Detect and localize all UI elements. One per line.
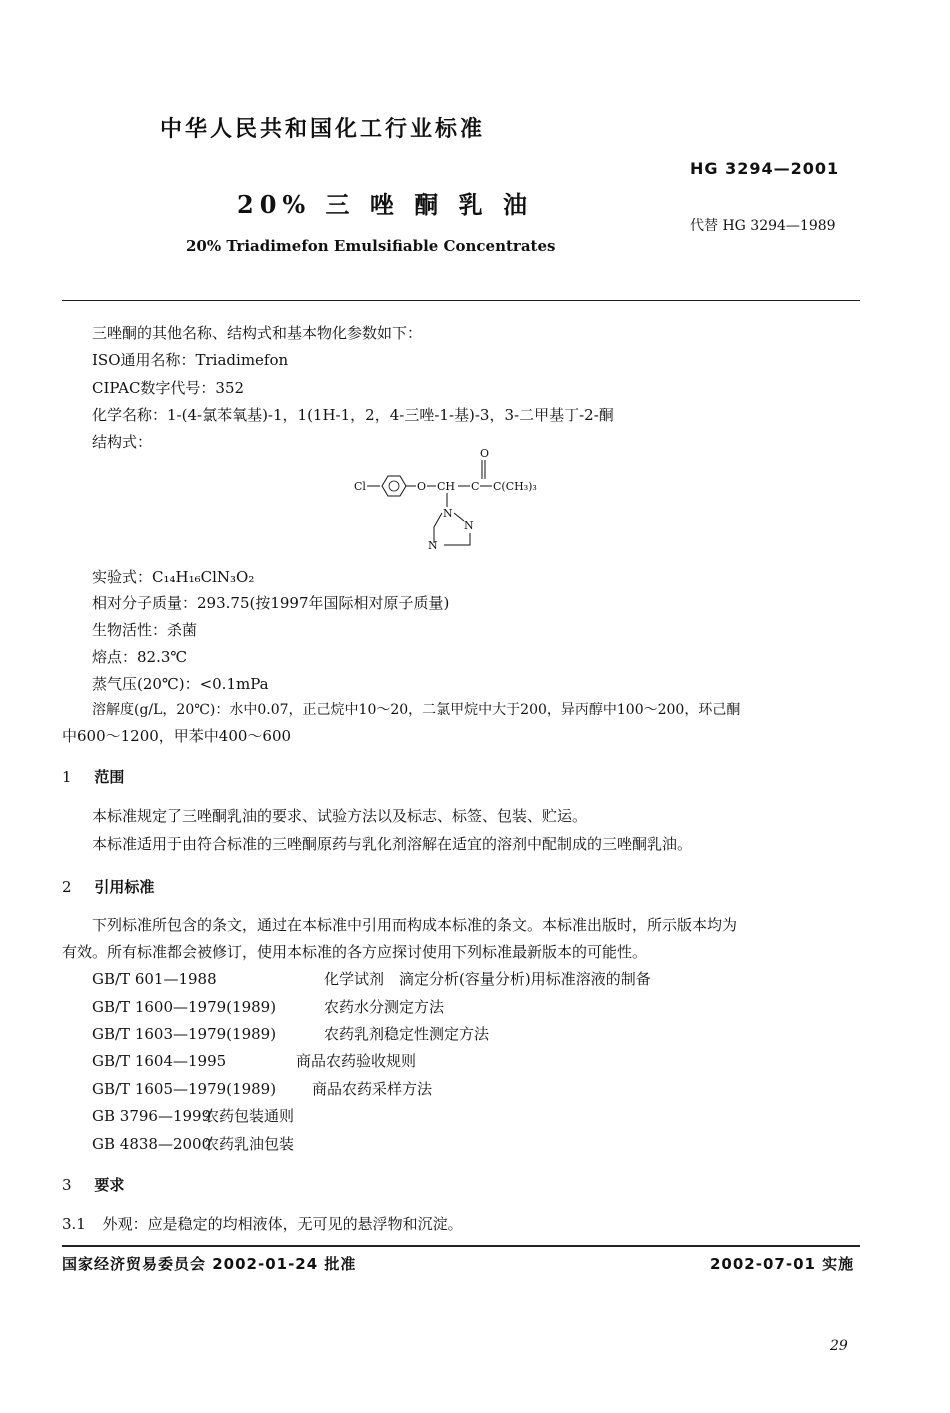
reference-title: 农药水分测定方法 bbox=[324, 998, 445, 1016]
section-1-paragraph-1: 本标准规定了三唑酮乳油的要求、试验方法以及标志、标签、包装、贮运。 bbox=[92, 807, 588, 825]
formula-ch: CH bbox=[437, 480, 456, 493]
approval-date: 国家经济贸易委员会 2002-01-24 批准 bbox=[62, 1255, 357, 1273]
clause-3-1 bbox=[62, 1213, 463, 1234]
formula-ether-o: O bbox=[417, 480, 427, 493]
section-1-paragraph-2: 本标准适用于由符合标准的三唑酮原药与乳化剂溶解在适宜的溶剂中配制成的三唑酮乳油。 bbox=[92, 835, 693, 853]
relative-molecular-mass: 相对分子质量：293.75(按1997年国际相对原子质量) bbox=[92, 594, 450, 612]
effective-date: 2002-07-01 实施 bbox=[710, 1255, 855, 1273]
reference-title: 商品农药验收规则 bbox=[296, 1052, 417, 1070]
standard-number: HG 3294—2001 bbox=[690, 159, 840, 178]
section-2-heading bbox=[62, 876, 154, 897]
cipac-code: CIPAC数字代号：352 bbox=[92, 379, 245, 397]
structural-formula bbox=[352, 445, 592, 555]
footer-divider bbox=[62, 1245, 860, 1247]
section-2-paragraph-line-2: 有效。所有标准都会被修订，使用本标准的各方应探讨使用下列标准最新版本的可能性。 bbox=[62, 943, 648, 961]
clause-3-1-text: 外观：应是稳定的均相液体，无可见的悬浮物和沉淀。 bbox=[102, 1215, 463, 1233]
structure-label: 结构式： bbox=[92, 433, 153, 451]
reference-item bbox=[92, 1105, 294, 1126]
section-3-heading bbox=[62, 1174, 124, 1195]
formula-n1: N bbox=[443, 507, 453, 520]
formula-carbonyl-c: C bbox=[471, 480, 480, 493]
reference-item bbox=[92, 1050, 416, 1071]
intro-lead: 三唑酮的其他名称、结构式和基本物化参数如下： bbox=[92, 324, 423, 342]
reference-title: 农药包装通则 bbox=[204, 1107, 295, 1125]
formula-cl: Cl bbox=[354, 480, 366, 493]
reference-code: GB/T 1600—1979(1989) bbox=[92, 998, 277, 1016]
reference-code: GB/T 1604—1995 bbox=[92, 1052, 227, 1070]
page-number: 29 bbox=[830, 1338, 848, 1354]
reference-item bbox=[92, 1023, 489, 1044]
iso-common-name: ISO通用名称：Triadimefon bbox=[92, 351, 289, 369]
formula-tert-butyl: C(CH₃)₃ bbox=[493, 480, 537, 493]
section-3-number: 3 bbox=[62, 1176, 72, 1194]
reference-title: 农药乳剂稳定性测定方法 bbox=[324, 1025, 490, 1043]
reference-code: GB/T 1605—1979(1989) bbox=[92, 1080, 277, 1098]
melting-point: 熔点：82.3℃ bbox=[92, 648, 188, 666]
section-2-title: 引用标准 bbox=[94, 878, 155, 896]
solubility-line-2: 中600～1200，甲苯中400～600 bbox=[62, 727, 292, 745]
clause-3-1-number: 3.1 bbox=[62, 1215, 86, 1233]
section-2-number: 2 bbox=[62, 878, 72, 896]
document-title-cn: 20% 三 唑 酮 乳 油 bbox=[237, 190, 533, 219]
section-2-paragraph-line-1: 下列标准所包含的条文，通过在本标准中引用而构成本标准的条文。本标准出版时，所示版本均为 bbox=[92, 916, 738, 934]
issuing-authority: 中华人民共和国化工行业标准 bbox=[160, 116, 486, 142]
chemical-name: 化学名称：1-(4-氯苯氧基)-1，1(1H-1，2，4-三唑-1-基)-3，3-二甲基丁-2-酮 bbox=[92, 406, 614, 424]
section-3-title: 要求 bbox=[94, 1176, 125, 1194]
reference-code: GB 3796—1999 bbox=[92, 1107, 212, 1125]
formula-n2: N bbox=[464, 519, 474, 532]
reference-code: GB/T 601—1988 bbox=[92, 970, 217, 988]
biological-activity: 生物活性：杀菌 bbox=[92, 621, 198, 639]
replaces-standard: 代替 HG 3294—1989 bbox=[690, 218, 836, 234]
solubility-line-1: 溶解度(g/L，20℃)：水中0.07，正己烷中10～20，二氯甲烷中大于200，异丙醇中100～200，环己酮 bbox=[92, 702, 741, 718]
section-1-title: 范围 bbox=[94, 768, 125, 786]
formula-carbonyl-o: O bbox=[480, 447, 490, 460]
empirical-formula: 实验式：C₁₄H₁₆ClN₃O₂ bbox=[92, 568, 255, 586]
reference-title: 商品农药采样方法 bbox=[312, 1080, 433, 1098]
header-divider bbox=[62, 300, 860, 301]
reference-item bbox=[92, 1133, 294, 1154]
vapor-pressure: 蒸气压(20℃)：<0.1mPa bbox=[92, 675, 269, 693]
reference-code: GB 4838—2000 bbox=[92, 1135, 212, 1153]
reference-title: 化学试剂 滴定分析(容量分析)用标准溶液的制备 bbox=[324, 970, 651, 988]
reference-title: 农药乳油包装 bbox=[204, 1135, 295, 1153]
formula-n3: N bbox=[428, 539, 438, 552]
reference-code: GB/T 1603—1979(1989) bbox=[92, 1025, 277, 1043]
reference-item bbox=[92, 996, 444, 1017]
section-1-number: 1 bbox=[62, 768, 72, 786]
benzene-ring bbox=[382, 476, 406, 496]
reference-item bbox=[92, 1078, 432, 1099]
reference-item bbox=[92, 968, 651, 989]
section-1-heading bbox=[62, 766, 124, 787]
document-title-en: 20% Triadimefon Emulsifiable Concentrates bbox=[186, 237, 556, 255]
